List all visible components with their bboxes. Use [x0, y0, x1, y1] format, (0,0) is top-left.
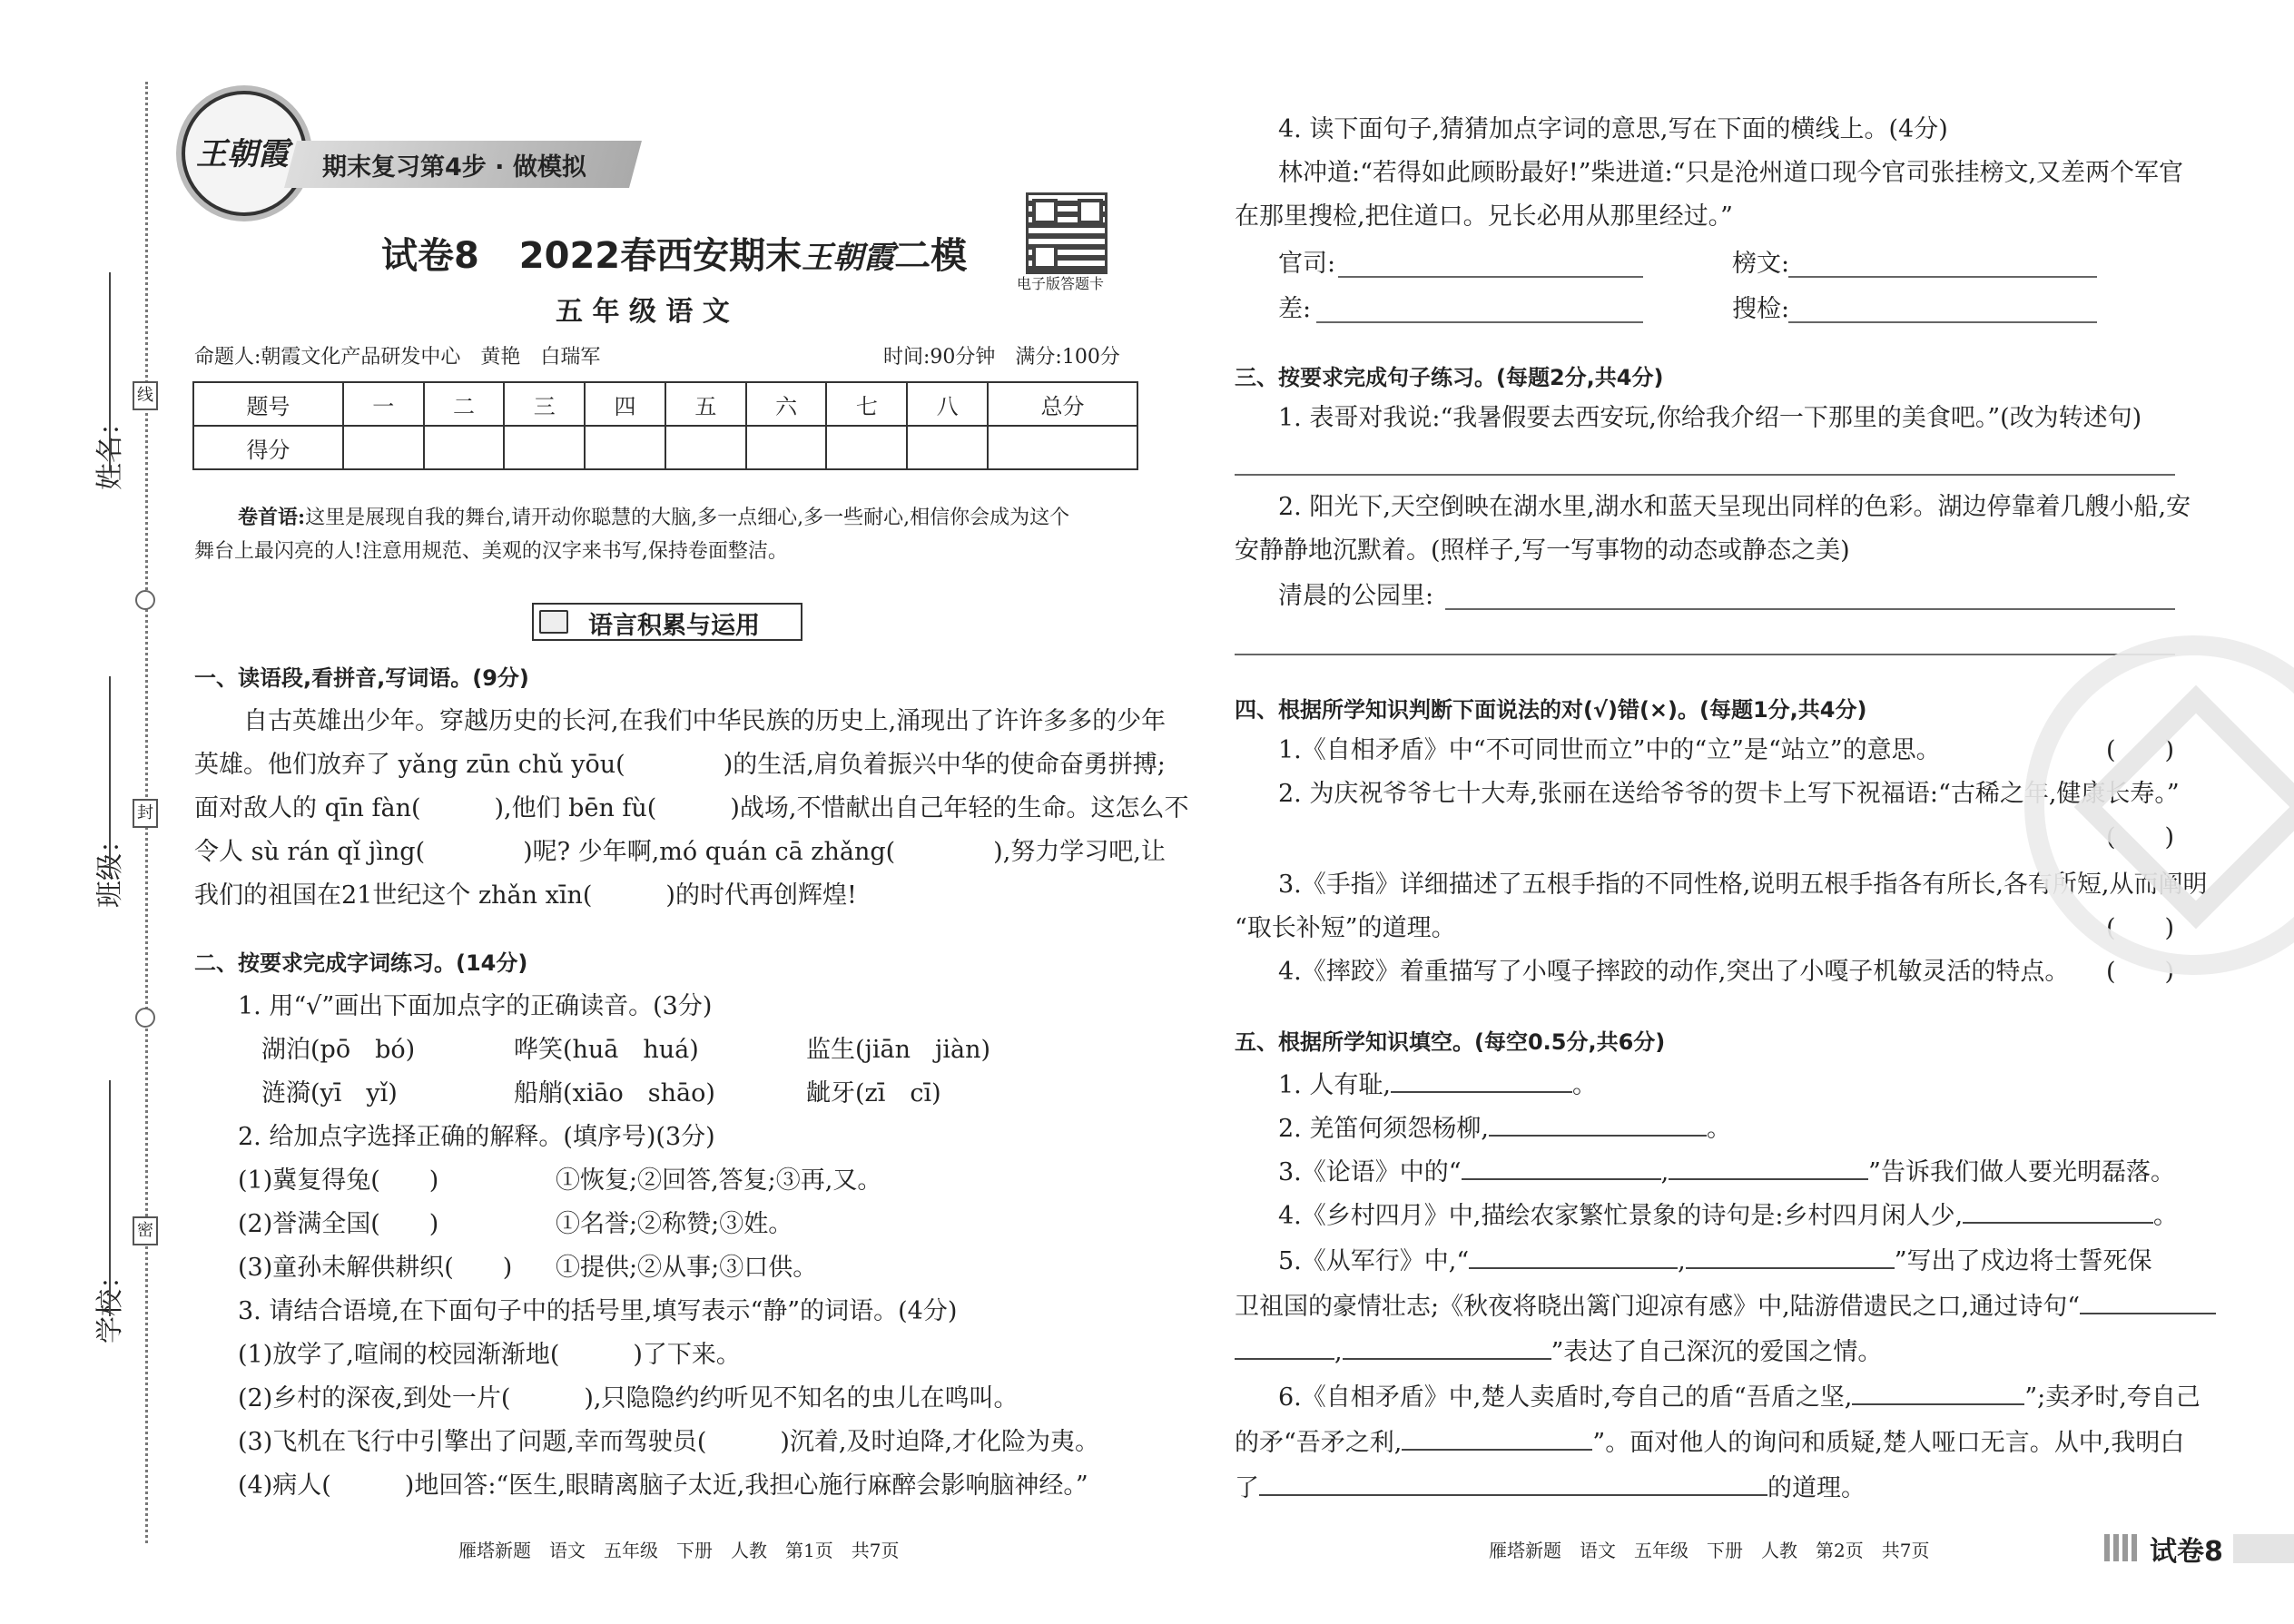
seal-mark-1: 线	[133, 381, 158, 410]
judge-paren[interactable]: ( )	[2106, 823, 2175, 851]
answer-blank[interactable]	[1963, 1198, 2153, 1224]
table-cell: 六	[746, 382, 827, 426]
q5-text: 了	[1235, 1474, 1259, 1502]
judge-paren[interactable]: ( )	[2106, 736, 2175, 764]
intro	[238, 505, 1069, 531]
label-guansi: 官司:	[1278, 250, 1336, 278]
q2-sub1: 1. 用“√”画出下面加点字的正确读音。(3分)	[238, 992, 713, 1020]
fill-sentence[interactable]: (2)乡村的深夜,到处一片( ),只隐隐约约听见不知名的虫儿在鸣叫。	[238, 1384, 1019, 1412]
q5-text: 6.《自相矛盾》中,楚人卖盾时,夸自己的盾“吾盾之坚,	[1278, 1383, 1853, 1412]
q2-heading: 二、按要求完成字词练习。(14分)	[194, 950, 528, 976]
table-cell: 二	[424, 382, 505, 426]
q1-line: 自古英雄出少年。穿越历史的长河,在我们中华民族的历史上,涌现出了许许多多的少年	[194, 707, 1167, 735]
q5-text: 卫祖国的豪情壮志;《秋夜将晓出篱门迎凉有感》中,陆游借遗民之口,通过诗句“	[1235, 1293, 2081, 1321]
subject-subtitle: 五 年 级 语 文	[556, 296, 730, 328]
table-cell: 五	[665, 382, 746, 426]
q5-text: ”;卖矛时,夸自己	[2024, 1383, 2200, 1412]
intro-line-1: 这里是展现自我的舞台,请开动你聪慧的大脑,多一点细心,多一些耐心,相信你会成为这个	[305, 507, 1070, 529]
fill-sentence[interactable]: (3)飞机在飞行中引擎出了问题,幸而驾驶员( )沉着,及时迫降,才化险为夷。	[238, 1428, 1100, 1456]
q5-text: 的道理。	[1767, 1474, 1866, 1502]
q5-l5d	[1235, 1334, 1882, 1368]
answer-blank[interactable]	[1686, 1244, 1895, 1269]
answer-line[interactable]	[1445, 608, 2175, 610]
authors: 命题人:朝霞文化产品研发中心 黄艳 白瑞军	[194, 346, 601, 369]
q5-text: ”。面对他人的询问和质疑,楚人哑口无言。从中,我明白	[1592, 1429, 2185, 1457]
brand-logo	[182, 91, 307, 216]
def-options: ①恢复;②回答,答复;③再,又。	[556, 1166, 882, 1195]
pron-item[interactable]: 龇牙(zī cī)	[806, 1079, 941, 1107]
answer-line[interactable]	[1316, 321, 1643, 323]
footer-left: 雁塔新题 语文 五年级 下册 人教 第1页 共7页	[458, 1540, 900, 1561]
answer-line[interactable]	[1235, 654, 2175, 655]
answer-blank[interactable]	[1489, 1111, 1707, 1137]
chapter-banner-text: 期末复习第4步 · 做模拟	[322, 153, 586, 182]
q5-l1	[1278, 1068, 1597, 1101]
corner-stripes-icon	[2104, 1534, 2141, 1561]
table-cell: 一	[343, 382, 424, 426]
corner-bar	[2233, 1534, 2294, 1563]
q5-text: ,	[1678, 1247, 1686, 1275]
score-cell[interactable]	[343, 426, 424, 469]
q5-text: 5.《从军行》中,“	[1278, 1247, 1470, 1275]
q2-4-heading: 4. 读下面句子,猜猜加点字词的意思,写在下面的横线上。(4分)	[1278, 115, 1948, 143]
score-cell[interactable]	[504, 426, 585, 469]
q5-text: 1. 人有耻,	[1278, 1071, 1391, 1099]
seal-mark-2: 封	[133, 799, 158, 828]
answer-blank[interactable]	[1259, 1471, 1767, 1496]
table-row	[193, 382, 1137, 426]
q4-item: 4.《摔跤》着重描写了小嘎子摔跤的动作,突出了小嘎子机敏灵活的特点。	[1278, 958, 2070, 986]
qr-label: 电子版答题卡	[1017, 275, 1105, 292]
answer-line[interactable]	[1788, 276, 2097, 278]
q5-text: ”表达了自己深沉的爱国之情。	[1551, 1338, 1883, 1366]
book-icon	[539, 610, 568, 634]
q5-l2	[1278, 1111, 1731, 1145]
q5-text: ”写出了戍边将士誓死保	[1894, 1247, 2152, 1275]
def-options: ①提供;②从事;③口供。	[556, 1254, 818, 1282]
q2-4-line2: 在那里搜检,把住道口。兄长必用从那里经过。”	[1235, 202, 1733, 231]
q5-text: ,	[1660, 1158, 1669, 1186]
score-cell[interactable]	[988, 426, 1137, 469]
answer-blank[interactable]	[1669, 1155, 1868, 1180]
q5-heading: 五、根据所学知识填空。(每空0.5分,共6分)	[1235, 1029, 1666, 1055]
q5-l6c	[1235, 1425, 2184, 1459]
answer-blank[interactable]	[1462, 1155, 1661, 1180]
qr-code-icon[interactable]	[1026, 192, 1108, 274]
class-line[interactable]	[109, 676, 111, 876]
q1-line: 我们的祖国在21世纪这个 zhǎn xīn( )的时代再创辉煌!	[194, 881, 857, 910]
exam-title	[381, 227, 967, 279]
q1-line: 令人 sù rán qǐ jìng( )呢? 少年啊,mó quán cā zhǎng( ),努力学习吧,让	[194, 838, 1166, 866]
q4-item: 3.《手指》详细描述了五根手指的不同性格,说明五根手指各有所长,各有所短,从而阐明	[1278, 871, 2208, 899]
pron-item[interactable]: 涟漪(yī yǐ)	[261, 1079, 398, 1107]
section-banner	[532, 603, 802, 641]
q5-text: 。	[1706, 1115, 1731, 1143]
def-question[interactable]: (3)童孙未解供耕织( )	[238, 1254, 513, 1282]
exam-number: 试卷8	[381, 235, 479, 277]
table-cell: 七	[826, 382, 907, 426]
answer-blank[interactable]	[1391, 1068, 1572, 1093]
watermark-stamp	[2024, 635, 2294, 975]
q4-item: “取长补短”的道理。	[1235, 914, 1456, 942]
label-soujian: 搜检:	[1732, 295, 1790, 323]
q4-item: 1.《自相矛盾》中“不可同世而立”中的“立”是“站立”的意思。	[1278, 736, 1941, 764]
score-cell[interactable]	[826, 426, 907, 469]
pron-item[interactable]: 哗笑(huā huá)	[514, 1036, 699, 1064]
def-question[interactable]: (1)冀复得兔( )	[238, 1166, 439, 1195]
q5-text: ”告诉我们做人要光明磊落。	[1868, 1158, 2175, 1186]
def-options: ①名誉;②称赞;③姓。	[556, 1210, 793, 1238]
q2-4-line1: 林冲道:“若得如此顾盼最好!”柴进道:“只是沧州道口现今官司张挂榜文,又差两个军官	[1278, 159, 2184, 187]
table-cell: 八	[907, 382, 988, 426]
corner-label: 试卷8	[2150, 1536, 2223, 1568]
q1-line: 面对敌人的 qīn fàn( ),他们 bēn fù( )战场,不惜献出自己年轻的生命。这怎么不	[194, 794, 1189, 822]
q2-sub2: 2. 给加点字选择正确的解释。(填序号)(3分)	[238, 1123, 715, 1151]
exam-name: 2022春西安期末	[518, 235, 802, 277]
q5-text: 2. 羌笛何须怨杨柳,	[1278, 1115, 1489, 1143]
q5-l4	[1278, 1198, 2178, 1232]
judge-paren[interactable]: ( )	[2106, 914, 2175, 942]
name-label: 姓名：	[94, 408, 126, 490]
q5-l3	[1278, 1155, 2175, 1188]
score-cell[interactable]	[746, 426, 827, 469]
title-end: 二模	[894, 235, 968, 277]
answer-line[interactable]	[1338, 276, 1643, 278]
q5-l6	[1278, 1380, 2200, 1413]
section-title: 语言积累与运用	[588, 612, 760, 640]
binding-hole-icon	[135, 590, 155, 610]
q2-sub3: 3. 请结合语境,在下面句子中的括号里,填写表示“静”的词语。(4分)	[238, 1297, 958, 1325]
label-chai: 差:	[1278, 295, 1312, 323]
intro-line-2: 舞台上最闪亮的人!注意用规范、美观的汉字来书写,保持卷面整洁。	[194, 540, 788, 563]
fill-sentence[interactable]: (1)放学了,喧闹的校园渐渐地( )了下来。	[238, 1341, 741, 1369]
q4-item: 2. 为庆祝爷爷七十大寿,张丽在送给爷爷的贺卡上写下祝福语:“古稀之年,健康长寿。”	[1278, 780, 2180, 808]
table-cell: 四	[585, 382, 665, 426]
pron-item[interactable]: 监生(jiān jiàn)	[806, 1036, 991, 1064]
binding-margin	[0, 0, 182, 1624]
q3-s2c: 清晨的公园里:	[1278, 582, 1434, 610]
pron-item[interactable]: 船艄(xiāo shāo)	[514, 1079, 715, 1107]
answer-blank[interactable]	[1852, 1380, 2024, 1405]
title-brand: 王朝霞	[802, 240, 895, 276]
class-label: 班级：	[94, 826, 126, 908]
q3-s2b: 安静静地沉默着。(照样子,写一写事物的动态或静态之美)	[1235, 536, 1850, 565]
table-cell: 题号	[193, 382, 343, 426]
pron-item[interactable]: 湖泊(pō bó)	[261, 1036, 416, 1064]
q5-text: 。	[2153, 1202, 2179, 1230]
q1-heading: 一、读语段,看拼音,写词语。(9分)	[194, 665, 529, 691]
answer-blank[interactable]	[1402, 1425, 1592, 1451]
score-cell[interactable]	[424, 426, 505, 469]
school-label: 学校：	[94, 1262, 126, 1343]
q5-text: 4.《乡村四月》中,描绘农家繁忙景象的诗句是:乡村四月闲人少,	[1278, 1202, 1964, 1230]
def-question[interactable]: (2)誉满全国( )	[238, 1210, 439, 1238]
stamp-glyph-icon	[2074, 685, 2294, 930]
q5-text: 3.《论语》中的“	[1278, 1158, 1462, 1186]
q5-l5c	[1235, 1289, 2216, 1323]
score-cell[interactable]	[585, 426, 665, 469]
q5-l6e	[1235, 1471, 1866, 1504]
seal-mark-3: 密	[133, 1216, 158, 1245]
table-cell: 得分	[193, 426, 343, 469]
answer-line[interactable]	[1788, 321, 2097, 323]
logo-text: 王朝霞	[196, 136, 289, 172]
answer-blank[interactable]	[1469, 1244, 1678, 1269]
q5-l5	[1278, 1244, 2152, 1277]
q3-heading: 三、按要求完成句子练习。(每题2分,共4分)	[1235, 365, 1664, 390]
binding-hole-icon	[135, 1008, 155, 1028]
answer-line[interactable]	[1235, 474, 2175, 476]
footer-right: 雁塔新题 语文 五年级 下册 人教 第2页 共7页	[1489, 1540, 1930, 1561]
q5-text: 。	[1571, 1071, 1597, 1099]
answer-blank[interactable]	[1343, 1334, 1551, 1360]
q5-text: ,	[1334, 1338, 1343, 1366]
q3-s2a: 2. 阳光下,天空倒映在湖水里,湖水和蓝天呈现出同样的色彩。湖边停靠着几艘小船,安	[1278, 493, 2191, 521]
school-line[interactable]	[109, 1080, 111, 1316]
judge-paren[interactable]: ( )	[2106, 958, 2175, 986]
table-row	[193, 426, 1137, 469]
score-table	[192, 381, 1138, 470]
answer-blank[interactable]	[1235, 1334, 1334, 1360]
q5-text: 的矛“吾矛之利,	[1235, 1429, 1403, 1457]
name-line[interactable]	[109, 272, 111, 472]
table-cell: 总分	[988, 382, 1137, 426]
intro-label: 卷首语:	[238, 506, 306, 529]
label-bangwen: 榜文:	[1732, 250, 1790, 278]
score-cell[interactable]	[907, 426, 988, 469]
q1-line: 英雄。他们放弃了 yǎng zūn chǔ yōu( )的生活,肩负着振兴中华的使命奋勇拼搏;	[194, 751, 1166, 779]
answer-blank[interactable]	[2080, 1289, 2216, 1314]
fill-sentence[interactable]: (4)病人( )地回答:“医生,眼睛离脑子太近,我担心施行麻醉会影响脑神经。”	[238, 1471, 1088, 1500]
score-cell[interactable]	[665, 426, 746, 469]
q3-s1: 1. 表哥对我说:“我暑假要去西安玩,你给我介绍一下那里的美食吧。”(改为转述句)	[1278, 404, 2142, 432]
q4-heading: 四、根据所学知识判断下面说法的对(√)错(×)。(每题1分,共4分)	[1235, 697, 1867, 723]
table-cell: 三	[504, 382, 585, 426]
time-score: 时间:90分钟 满分:100分	[883, 346, 1120, 369]
